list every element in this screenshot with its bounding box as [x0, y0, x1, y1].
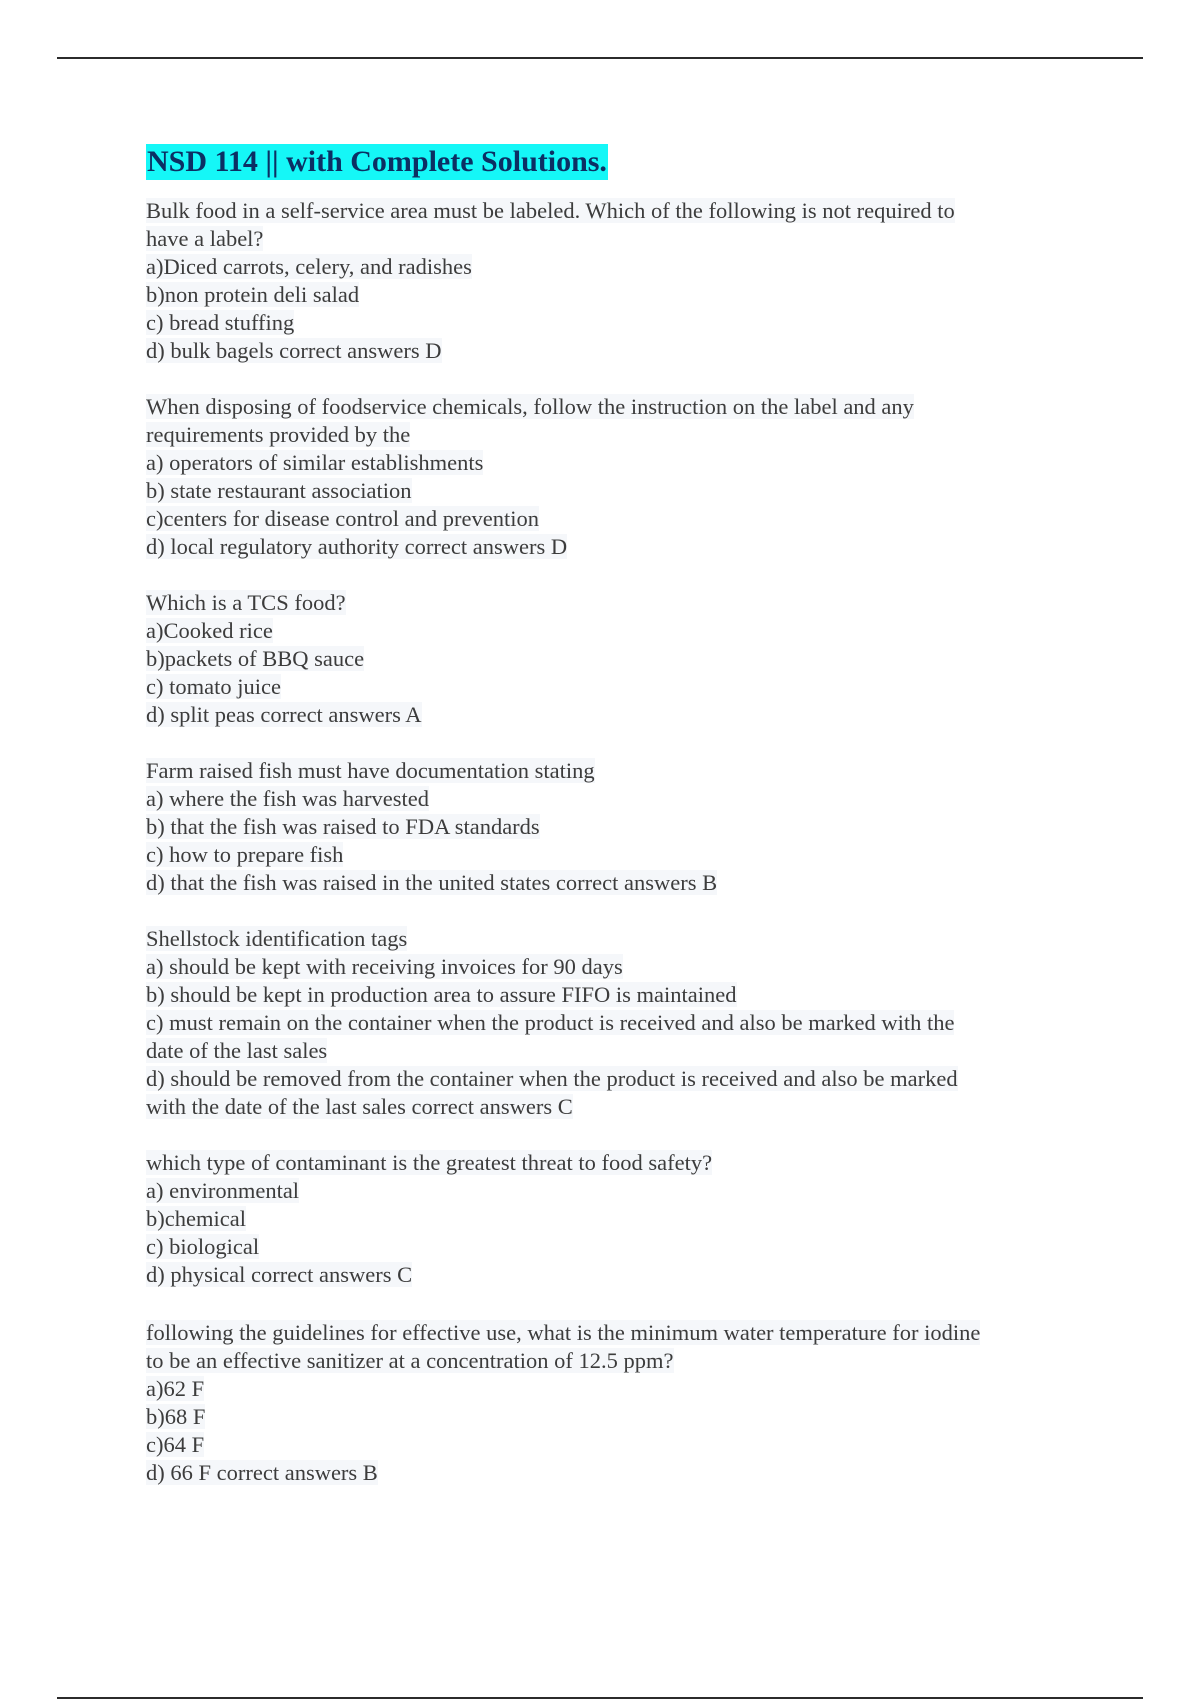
question-2-option-a: a) operators of similar establishments	[146, 450, 484, 475]
question-5-option-a: a) should be kept with receiving invoices for 90 days	[146, 954, 623, 979]
question-3-option-d-answer: d) split peas correct answers A	[146, 702, 422, 727]
header-rule	[57, 57, 1143, 59]
question-5-option-b: b) should be kept in production area to assure FIFO is maintained	[146, 982, 737, 1007]
question-7-option-c: c)64 F	[146, 1432, 205, 1457]
question-4-option-d-answer: d) that the fish was raised in the united states correct answers B	[146, 870, 718, 895]
question-3-option-b: b)packets of BBQ sauce	[146, 646, 365, 671]
question-2-line-2: requirements provided by the	[146, 422, 411, 447]
question-1-option-a: a)Diced carrots, celery, and radishes	[146, 254, 472, 279]
question-4-option-c: c) how to prepare fish	[146, 842, 344, 867]
question-7-option-b: b)68 F	[146, 1404, 206, 1429]
question-2-option-b: b) state restaurant association	[146, 478, 412, 503]
question-block-2	[146, 393, 1066, 561]
question-4-option-a: a) where the fish was harvested	[146, 786, 430, 811]
question-4-option-b: b) that the fish was raised to FDA standards	[146, 814, 540, 839]
question-1-option-b: b)non protein deli salad	[146, 282, 360, 307]
question-1-option-d-answer: d) bulk bagels correct answers D	[146, 338, 442, 363]
question-6-option-a: a) environmental	[146, 1178, 300, 1203]
question-block-7	[146, 1319, 1066, 1487]
document-title: NSD 114 || with Complete Solutions.	[147, 145, 607, 178]
question-7-option-a: a)62 F	[146, 1376, 205, 1401]
question-block-6	[146, 1149, 1066, 1289]
question-2-line-1: When disposing of foodservice chemicals, follow the instruction on the label and any	[146, 394, 914, 419]
question-7-line-1: following the guidelines for effective use, what is the minimum water temperature for iodine	[146, 1320, 981, 1345]
question-3-option-c: c) tomato juice	[146, 674, 281, 699]
question-2-option-c: c)centers for disease control and prevention	[146, 506, 539, 531]
question-2-option-d-answer: d) local regulatory authority correct answers D	[146, 534, 568, 559]
question-6-line-1: which type of contaminant is the greatest threat to food safety?	[146, 1150, 713, 1175]
question-5-option-d-answer: with the date of the last sales correct answers C	[146, 1094, 573, 1119]
question-5-option-c-line-1: c) must remain on the container when the product is received and also be marked with the	[146, 1010, 955, 1035]
question-block-3	[146, 589, 1066, 729]
question-3-line-1: Which is a TCS food?	[146, 590, 346, 615]
question-5-option-d-line-1: d) should be removed from the container when the product is received and also be marked	[146, 1066, 958, 1091]
question-6-option-d-answer: d) physical correct answers C	[146, 1262, 413, 1287]
question-3-option-a: a)Cooked rice	[146, 618, 273, 643]
question-4-line-1: Farm raised fish must have documentation stating	[146, 758, 595, 783]
question-7-line-2: to be an effective sanitizer at a concentration of 12.5 ppm?	[146, 1348, 674, 1373]
question-1-line-2: have a label?	[146, 226, 264, 251]
question-1-line-1: Bulk food in a self-service area must be labeled. Which of the following is not required to	[146, 198, 955, 223]
question-7-option-d-answer: d) 66 F correct answers B	[146, 1460, 378, 1485]
question-block-5	[146, 925, 1066, 1121]
question-5-line-1: Shellstock identification tags	[146, 926, 408, 951]
question-6-option-c: c) biological	[146, 1234, 260, 1259]
question-1-option-c: c) bread stuffing	[146, 310, 295, 335]
footer-rule	[57, 1697, 1143, 1699]
document-body	[146, 144, 1066, 1515]
question-block-1	[146, 197, 1066, 365]
question-5-option-c-line-2: date of the last sales	[146, 1038, 328, 1063]
question-block-4	[146, 757, 1066, 897]
question-6-option-b: b)chemical	[146, 1206, 246, 1231]
